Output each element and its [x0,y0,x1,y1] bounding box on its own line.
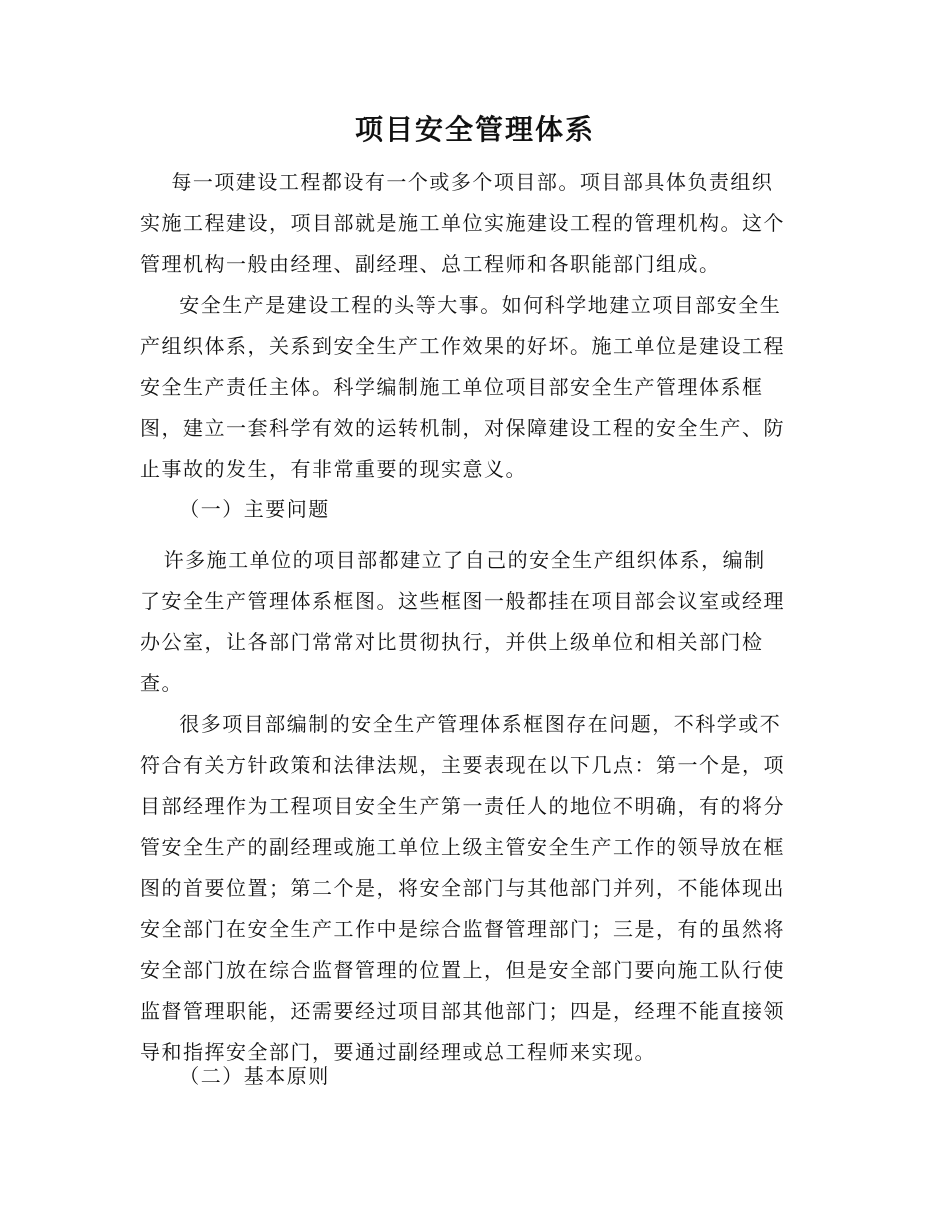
section-heading-text: （一）主要问题 [140,497,330,521]
text-line: 管安全生产的副经理或施工单位上级主管安全生产工作的领导放在框 [140,835,785,859]
paragraph-safety-importance [140,285,808,490]
text-line: 许多施工单位的项目部都建立了自己的安全生产组织体系，编制 [140,548,766,572]
text-line: 安全部门放在综合监督管理的位置上，但是安全部门要向施工队行使 [140,958,785,982]
text-line: 安全生产责任主体。科学编制施工单位项目部安全生产管理体系框 [140,375,764,399]
text-line: 办公室，让各部门常常对比贯彻执行，并供上级单位和相关部门检 [140,630,764,654]
text-line: 安全生产是建设工程的头等大事。如何科学地建立项目部安全生 [140,293,782,317]
text-line: 了安全生产管理体系框图。这些框图一般都挂在项目部会议室或经理 [140,589,785,613]
section-heading-main-problems [140,489,808,530]
text-line: 导和指挥安全部门，要通过副经理或总工程师来实现。 [140,1040,656,1064]
text-line: 实施工程建设，项目部就是施工单位实施建设工程的管理机构。这个 [140,211,785,235]
text-line: 安全部门在安全生产工作中是综合监督管理部门；三是，有的虽然将 [140,917,785,941]
text-line: 管理机构一般由经理、副经理、总工程师和各职能部门组成。 [140,252,721,276]
paragraph-problems-detail [140,704,808,1073]
text-line: 图的首要位置；第二个是，将安全部门与其他部门并列，不能体现出 [140,876,785,900]
text-line: 止事故的发生，有非常重要的现实意义。 [140,457,527,481]
text-line: 图，建立一套科学有效的运转机制，对保障建设工程的安全生产、防 [140,416,785,440]
section-heading-text: （二）基本原则 [140,1064,330,1088]
text-line: 符合有关方针政策和法律法规，主要表现在以下几点：第一个是，项 [140,753,785,777]
text-line: 查。 [140,671,183,695]
text-line: 很多项目部编制的安全生产管理体系框图存在问题，不科学或不 [140,712,782,736]
paragraph-existing-systems [140,540,808,704]
text-line: 目部经理作为工程项目安全生产第一责任人的地位不明确，有的将分 [140,794,785,818]
section-heading-basic-principles [140,1056,808,1097]
text-line: 监督管理职能，还需要经过项目部其他部门；四是，经理不能直接领 [140,999,785,1023]
text-line: 每一项建设工程都设有一个或多个项目部。项目部具体负责组织 [140,170,774,194]
paragraph-intro [140,162,808,285]
page-title: 项目安全管理体系 [354,113,595,146]
text-line: 产组织体系，关系到安全生产工作效果的好坏。施工单位是建设工程 [140,334,785,358]
